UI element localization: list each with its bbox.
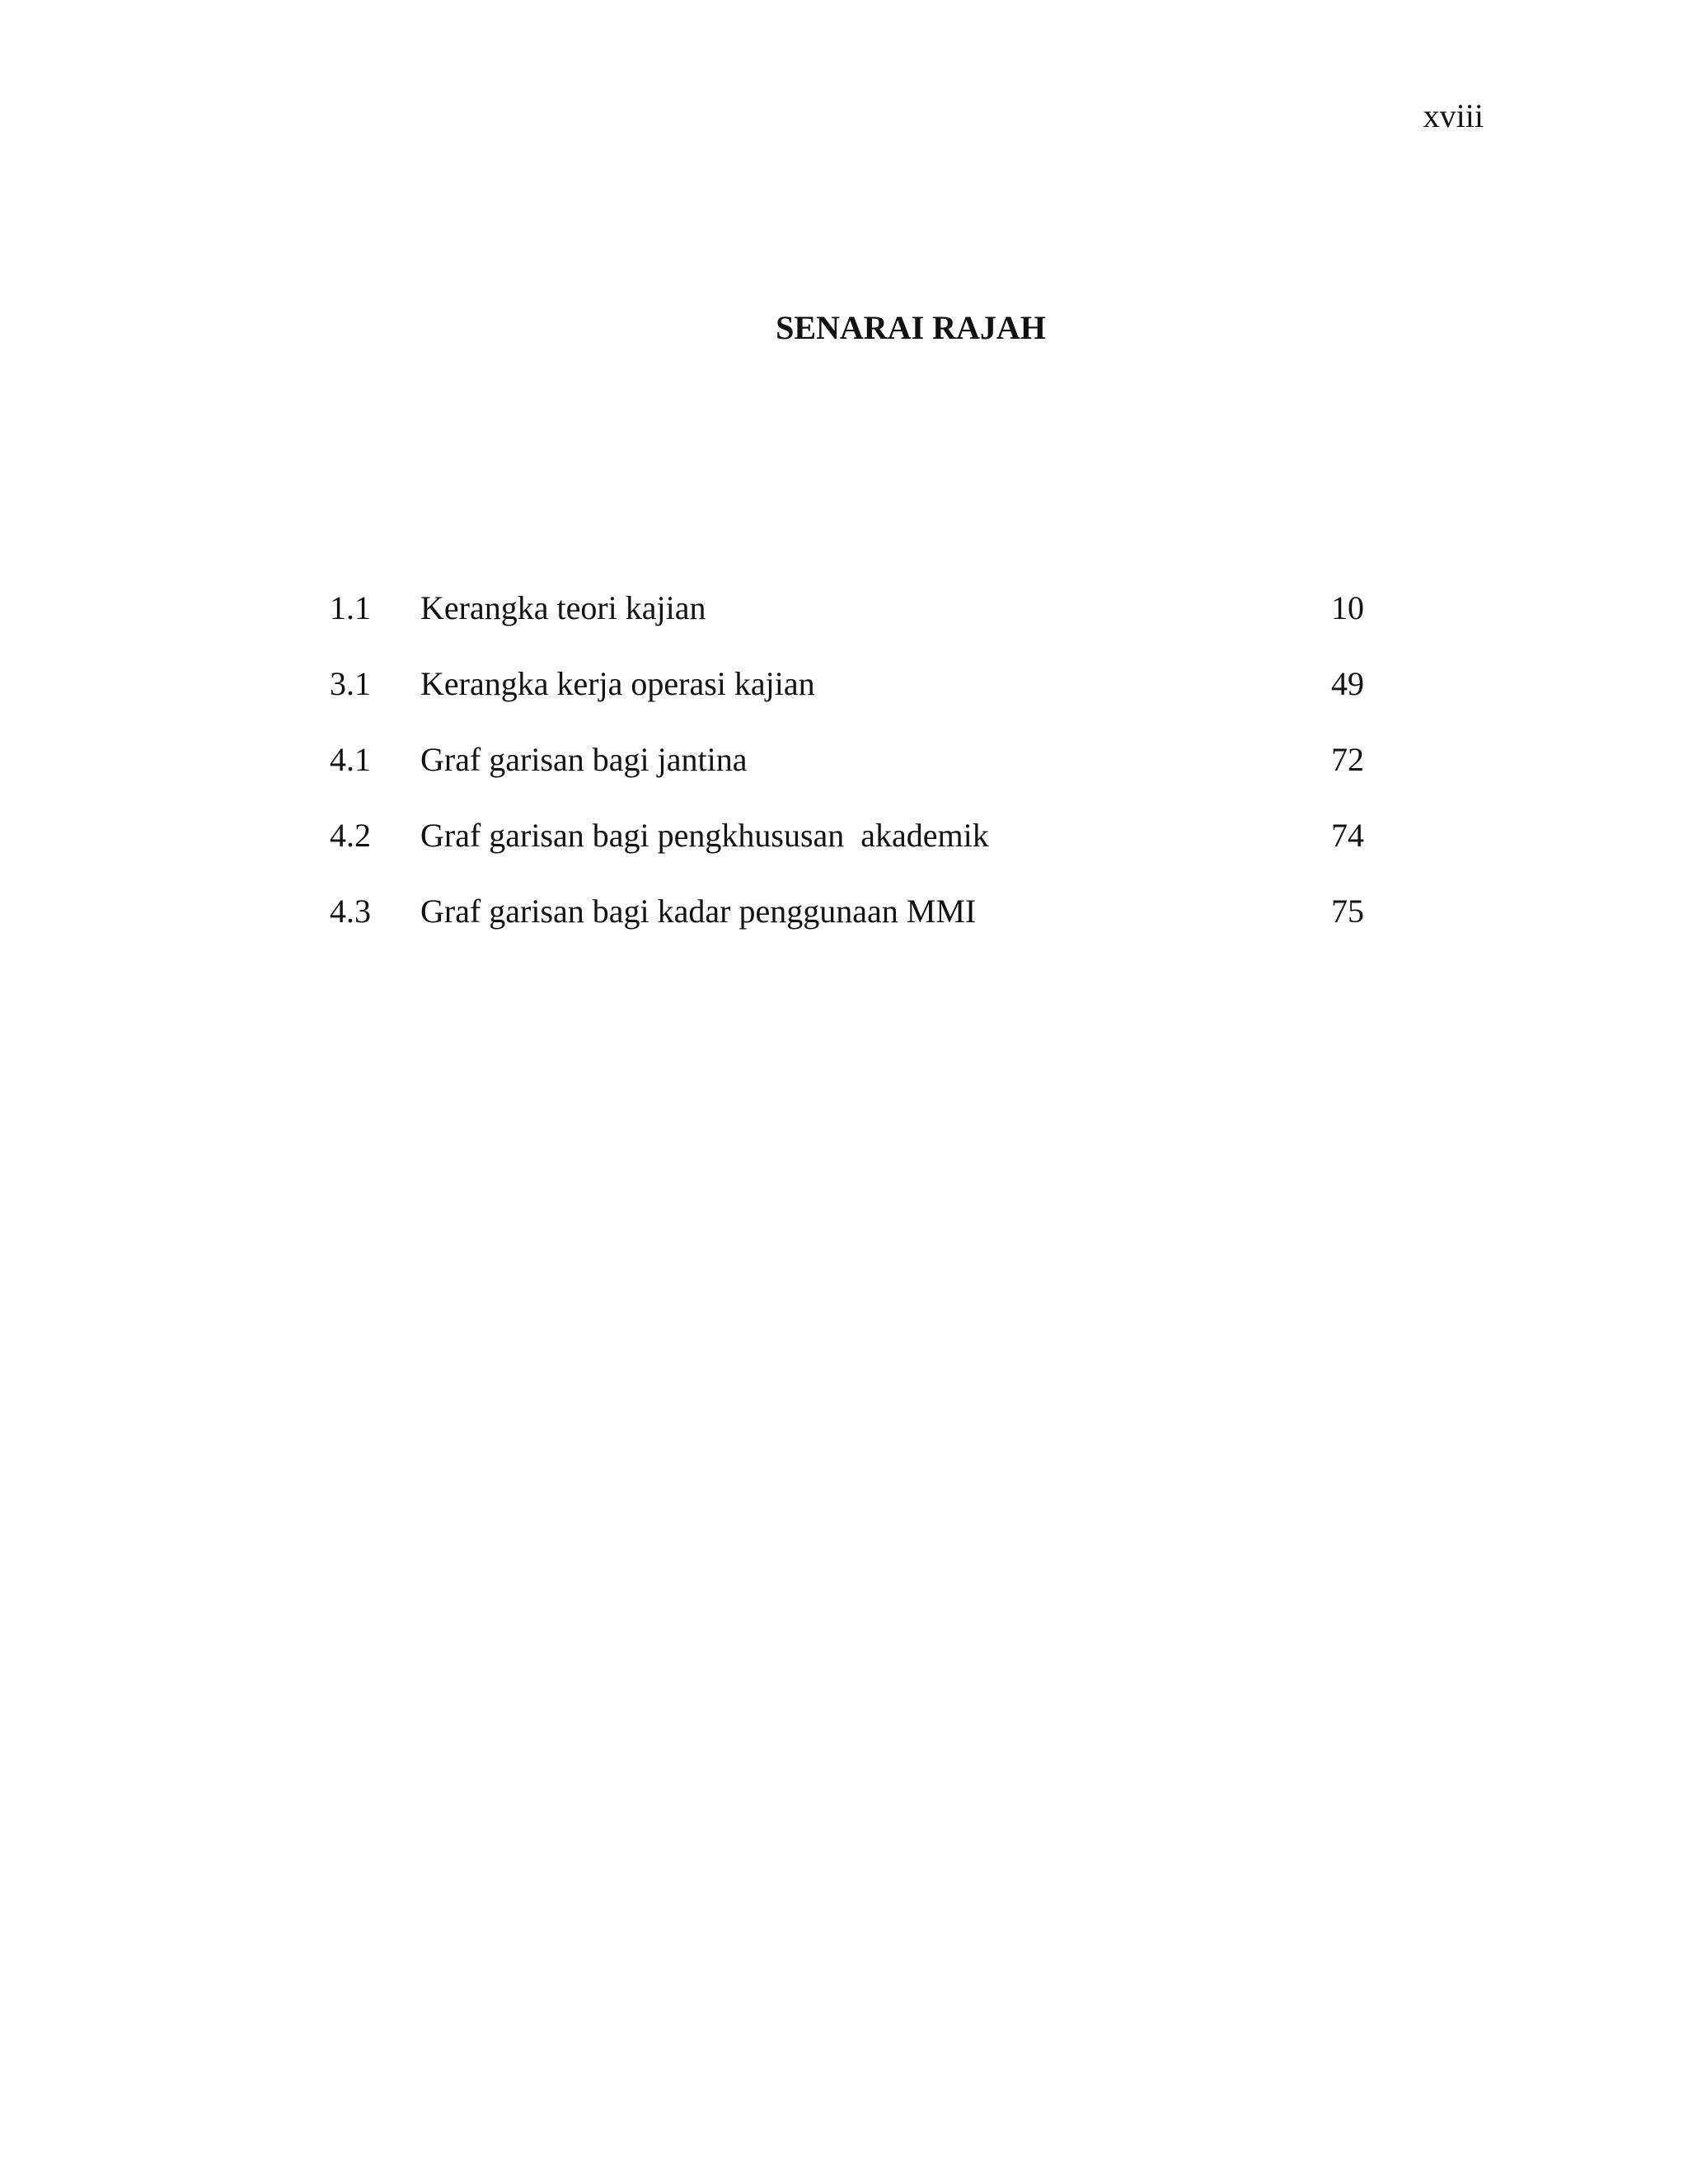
figure-title: Graf garisan bagi jantina [420, 741, 748, 778]
figure-number: 3.1 [330, 665, 371, 702]
figure-entry [330, 888, 1364, 964]
page-title: SENARAI RAJAH [776, 309, 1046, 346]
figure-entry [330, 585, 1364, 661]
figure-page-number: 10 [1331, 589, 1364, 626]
figure-number: 4.1 [330, 741, 371, 778]
page-number: xviii [1423, 97, 1484, 134]
figure-number: 4.2 [330, 817, 371, 854]
figure-title: Kerangka kerja operasi kajian [420, 665, 815, 702]
figure-page-number: 74 [1331, 817, 1364, 854]
figure-title: Graf garisan bagi pengkhususan akademik [420, 817, 989, 854]
figure-entry [330, 813, 1364, 888]
figure-page-number: 49 [1331, 665, 1364, 702]
figure-number: 4.3 [330, 893, 371, 930]
figure-title: Kerangka teori kajian [420, 589, 706, 626]
figure-number: 1.1 [330, 589, 371, 626]
figure-title: Graf garisan bagi kadar penggunaan MMI [420, 893, 977, 930]
figure-page-number: 75 [1331, 893, 1364, 930]
figure-entry [330, 661, 1364, 737]
list-of-figures [330, 585, 1364, 964]
figure-entry [330, 737, 1364, 813]
figure-page-number: 72 [1331, 741, 1364, 778]
